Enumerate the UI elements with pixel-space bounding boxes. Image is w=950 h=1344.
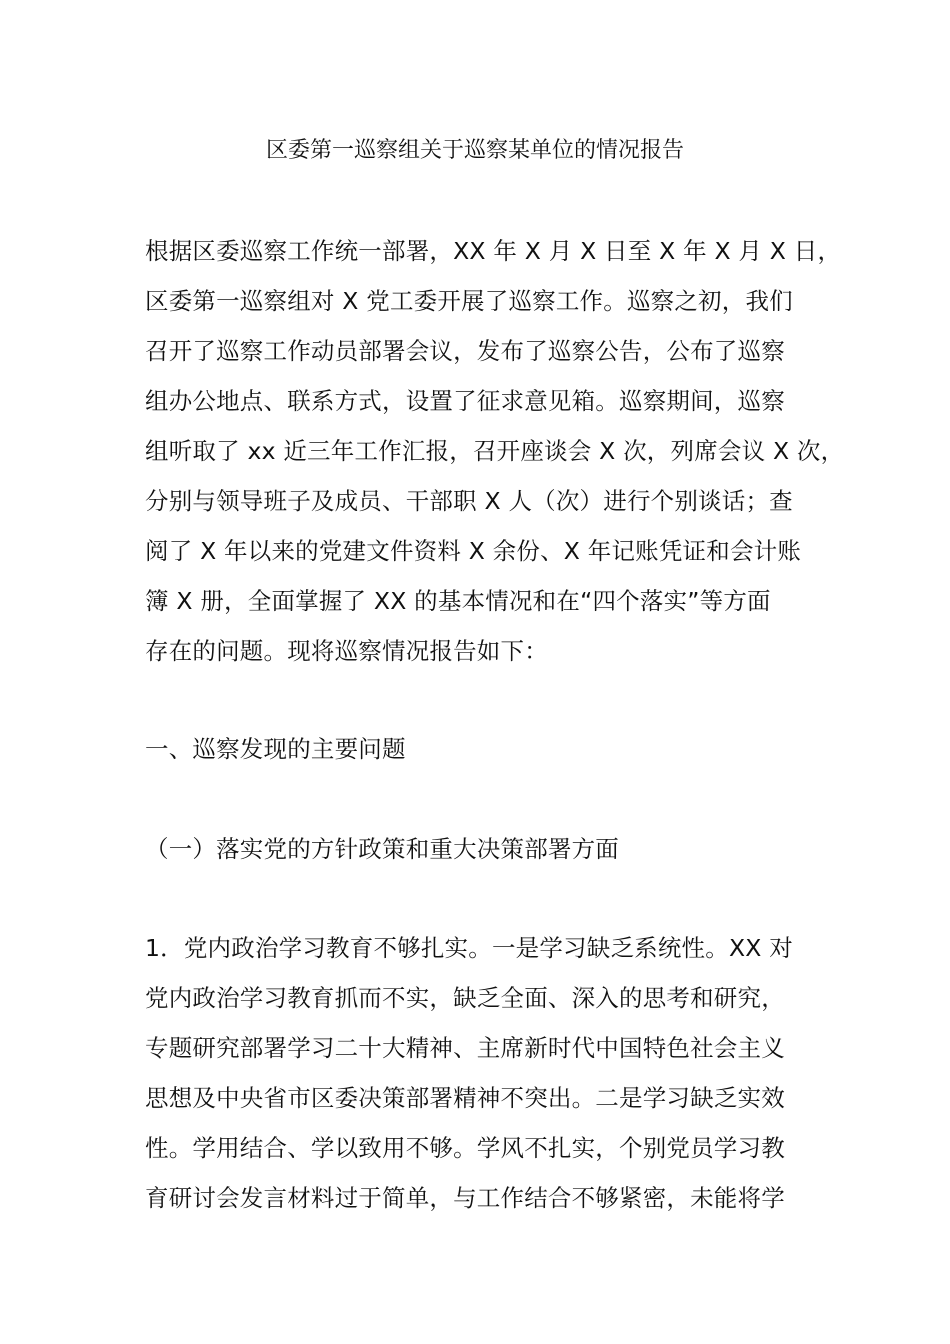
paragraph-line: 党内政治学习教育抓而不实，缺乏全面、深入的思考和研究， (145, 984, 785, 1012)
paragraph-line: 1．党内政治学习教育不够扎实。一是学习缺乏系统性。XX 对 (145, 934, 793, 962)
paragraph-line: 阅了 X 年以来的党建文件资料 X 余份、X 年记账凭证和会计账 (145, 537, 802, 565)
paragraph-line: 召开了巡察工作动员部署会议，发布了巡察公告，公布了巡察 (145, 337, 785, 365)
report-title: 区委第一巡察组关于巡察某单位的情况报告 (265, 138, 684, 163)
section-heading-text: 一、巡察发现的主要问题 (145, 735, 406, 763)
intro-paragraph (145, 226, 845, 676)
paragraph-line: 区委第一巡察组对 X 党工委开展了巡察工作。巡察之初，我们 (145, 287, 793, 315)
item-paragraph (145, 923, 825, 1223)
paragraph-line: 分别与领导班子及成员、干部职 X 人（次）进行个别谈话；查 (145, 487, 793, 515)
paragraph-line: 思想及中央省市区委决策部署精神不突出。二是学习缺乏实效 (145, 1084, 785, 1112)
paragraph-line: 专题研究部署学习二十大精神、主席新时代中国特色社会主义 (145, 1034, 785, 1062)
paragraph-line: 育研讨会发言材料过于简单，与工作结合不够紧密，未能将学 (145, 1184, 785, 1212)
paragraph-line: 簿 X 册，全面掌握了 XX 的基本情况和在“四个落实”等方面 (145, 587, 771, 615)
section-heading (145, 724, 825, 774)
paragraph-line: 组听取了 xx 近三年工作汇报，召开座谈会 X 次，列席会议 X 次， (145, 437, 845, 465)
subsection-heading-text: （一）落实党的方针政策和重大决策部署方面 (145, 835, 619, 863)
paragraph-line: 性。学用结合、学以致用不够。学风不扎实，个别党员学习教 (145, 1134, 785, 1162)
paragraph-line: 组办公地点、联系方式，设置了征求意见箱。巡察期间，巡察 (145, 387, 785, 415)
subsection-heading (145, 824, 825, 874)
paragraph-line: 根据区委巡察工作统一部署，XX 年 X 月 X 日至 X 年 X 月 X 日， (145, 237, 842, 265)
paragraph-line: 存在的问题。现将巡察情况报告如下： (145, 637, 548, 665)
